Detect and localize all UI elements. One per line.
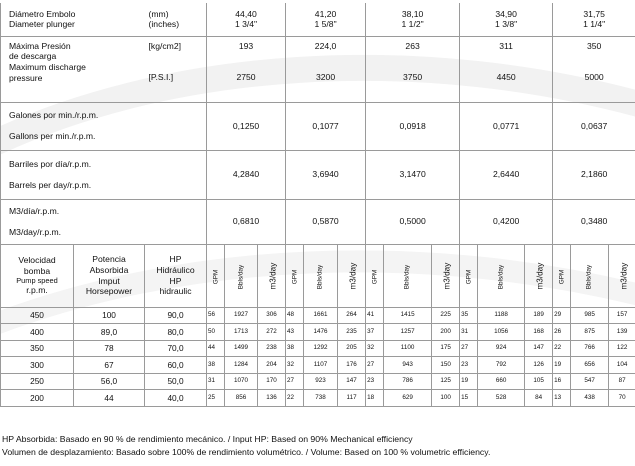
m3day-cell: 125 — [432, 373, 460, 390]
diameter-unit: (mm) (inches) — [145, 3, 207, 36]
gpm-header: GPM — [286, 244, 304, 307]
bbls-cell: 528 — [478, 390, 525, 407]
gpm-rpm-row — [1, 102, 635, 150]
speed-header: Velocidad bomba Pump speed r.p.m. — [1, 244, 74, 307]
m3day-cell: 176 — [338, 357, 366, 374]
bbls-cell: 1292 — [304, 340, 338, 357]
rpm-cell: 400 — [1, 324, 74, 341]
m3day-cell: 168 — [525, 324, 553, 341]
m3day-cell: 272 — [258, 324, 286, 341]
gpm-cell: 19 — [460, 373, 478, 390]
gpm-rpm-value: 0,1077 — [286, 102, 366, 150]
plunger-pressure: 224,0 3200 — [286, 36, 366, 102]
bbls-cell: 1056 — [478, 324, 525, 341]
m3day-cell: 175 — [432, 340, 460, 357]
bbls-cell: 547 — [571, 373, 609, 390]
gpm-cell: 38 — [286, 340, 304, 357]
hydraulic-hp-cell: 70,0 — [145, 340, 207, 357]
m3day-cell: 225 — [432, 307, 460, 324]
gpm-cell: 18 — [366, 390, 384, 407]
m3day-cell: 126 — [525, 357, 553, 374]
m3day-cell: 147 — [338, 373, 366, 390]
m3-rpm-value: 0,5870 — [286, 199, 366, 244]
bbls-header: Bbls/day — [304, 244, 338, 307]
bbls-cell: 1100 — [384, 340, 432, 357]
m3day-cell: 205 — [338, 340, 366, 357]
bbls-cell: 1107 — [304, 357, 338, 374]
m3day-cell: 170 — [258, 373, 286, 390]
gpm-cell: 27 — [286, 373, 304, 390]
gpm-cell: 41 — [366, 307, 384, 324]
input-hp-cell: 67 — [74, 357, 145, 374]
input-hp-cell: 56,0 — [74, 373, 145, 390]
gpm-rpm-value: 0,0918 — [366, 102, 460, 150]
bpd-rpm-value: 4,2840 — [207, 150, 286, 199]
bbls-cell: 792 — [478, 357, 525, 374]
performance-row — [1, 373, 635, 390]
gpm-rpm-value: 0,0771 — [460, 102, 553, 150]
gpm-cell: 35 — [460, 307, 478, 324]
bpd-rpm-value: 3,6940 — [286, 150, 366, 199]
m3day-cell: 157 — [609, 307, 635, 324]
performance-row — [1, 307, 635, 324]
bpd-rpm-row — [1, 150, 635, 199]
plunger-diameter: 44,40 1 3/4" — [207, 3, 286, 36]
m3day-header: m3/day — [432, 244, 460, 307]
gpm-cell: 16 — [553, 373, 571, 390]
hp-header: HP Hidráulico HP hidraulic — [145, 244, 207, 307]
bbls-cell: 738 — [304, 390, 338, 407]
input-hp-cell: 89,0 — [74, 324, 145, 341]
gpm-cell: 31 — [207, 373, 225, 390]
gpm-cell: 38 — [207, 357, 225, 374]
plunger-diameter: 31,75 1 1/4" — [553, 3, 635, 36]
m3day-header: m3/day — [525, 244, 553, 307]
m3day-cell: 189 — [525, 307, 553, 324]
plunger-diameter: 38,10 1 1/2" — [366, 3, 460, 36]
gpm-cell: 48 — [286, 307, 304, 324]
m3day-cell: 136 — [258, 390, 286, 407]
bbls-cell: 923 — [304, 373, 338, 390]
diameter-label: Diámetro Embolo Diameter plunger — [1, 3, 145, 36]
plunger-diameter: 34,90 1 3/8" — [460, 3, 553, 36]
m3day-cell: 235 — [338, 324, 366, 341]
bpd-rpm-label: Barriles por día/r.p.m. Barrels per day/r.p.m. — [1, 150, 207, 199]
performance-rows — [1, 307, 635, 406]
m3day-cell: 117 — [338, 390, 366, 407]
footnote-volume: Volumen de desplazamiento: Basado sobre 100% de rendimiento volumétrico. / Volume: Based on 100 % volumetric efficiency. — [2, 447, 491, 457]
performance-row — [1, 340, 635, 357]
bbls-cell: 1257 — [384, 324, 432, 341]
plunger-pressure: 350 5000 — [553, 36, 635, 102]
plunger-pressure: 263 3750 — [366, 36, 460, 102]
m3-rpm-value: 0,5000 — [366, 199, 460, 244]
plunger-diameter: 41,20 1 5/8" — [286, 3, 366, 36]
m3-rpm-value: 0,4200 — [460, 199, 553, 244]
bbls-cell: 924 — [478, 340, 525, 357]
m3day-cell: 122 — [609, 340, 635, 357]
performance-row — [1, 390, 635, 407]
m3day-cell: 238 — [258, 340, 286, 357]
pressure-unit: [kg/cm2] [P.S.I.] — [145, 36, 207, 102]
gpm-cell: 44 — [207, 340, 225, 357]
bbls-cell: 985 — [571, 307, 609, 324]
m3-rpm-value: 0,6810 — [207, 199, 286, 244]
input-hp-cell: 44 — [74, 390, 145, 407]
m3day-header: m3/day — [258, 244, 286, 307]
rpm-cell: 250 — [1, 373, 74, 390]
gpm-cell: 50 — [207, 324, 225, 341]
rpm-cell: 300 — [1, 357, 74, 374]
m3day-cell: 150 — [432, 357, 460, 374]
gpm-cell: 32 — [286, 357, 304, 374]
rpm-cell: 350 — [1, 340, 74, 357]
hydraulic-hp-cell: 50,0 — [145, 373, 207, 390]
bbls-cell: 1476 — [304, 324, 338, 341]
plunger-pressure: 193 2750 — [207, 36, 286, 102]
m3day-cell: 70 — [609, 390, 635, 407]
gpm-cell: 22 — [553, 340, 571, 357]
gpm-cell: 56 — [207, 307, 225, 324]
bbls-cell: 875 — [571, 324, 609, 341]
column-header-row — [1, 244, 635, 307]
gpm-cell: 13 — [553, 390, 571, 407]
gpm-cell: 23 — [366, 373, 384, 390]
bbls-header: Bbls/day — [225, 244, 258, 307]
gpm-cell: 26 — [553, 324, 571, 341]
bbls-cell: 629 — [384, 390, 432, 407]
bbls-cell: 1284 — [225, 357, 258, 374]
m3day-cell: 105 — [525, 373, 553, 390]
bbls-header: Bbls/day — [571, 244, 609, 307]
bbls-cell: 766 — [571, 340, 609, 357]
hydraulic-hp-cell: 80,0 — [145, 324, 207, 341]
m3day-cell: 200 — [432, 324, 460, 341]
plunger-pressure: 311 4450 — [460, 36, 553, 102]
bbls-cell: 1415 — [384, 307, 432, 324]
gpm-cell: 37 — [366, 324, 384, 341]
m3day-header: m3/day — [609, 244, 635, 307]
pressure-label: Máxima Presión de descarga Maximum discharge pressure — [1, 36, 145, 102]
m3day-cell: 306 — [258, 307, 286, 324]
m3day-cell: 84 — [525, 390, 553, 407]
m3-rpm-value: 0,3480 — [553, 199, 635, 244]
m3-rpm-label: M3/día/r.p.m. M3/day/r.p.m. — [1, 199, 207, 244]
gpm-rpm-value: 0,0637 — [553, 102, 635, 150]
m3day-cell: 104 — [609, 357, 635, 374]
bbls-cell: 943 — [384, 357, 432, 374]
diameter-row — [1, 3, 635, 36]
m3day-cell: 87 — [609, 373, 635, 390]
gpm-header: GPM — [553, 244, 571, 307]
rpm-cell: 200 — [1, 390, 74, 407]
m3day-cell: 139 — [609, 324, 635, 341]
gpm-cell: 27 — [366, 357, 384, 374]
bpd-rpm-value: 3,1470 — [366, 150, 460, 199]
power-header: Potencia Absorbida Imput Horsepower — [74, 244, 145, 307]
gpm-cell: 15 — [460, 390, 478, 407]
gpm-cell: 23 — [460, 357, 478, 374]
bbls-cell: 786 — [384, 373, 432, 390]
footnote-hp: HP Absorbida: Basado en 90 % de rendimiento mecánico. / Input HP: Based on 90% Mechanical efficiency — [2, 434, 413, 444]
m3day-cell: 264 — [338, 307, 366, 324]
gpm-cell: 31 — [460, 324, 478, 341]
bbls-cell: 438 — [571, 390, 609, 407]
m3day-cell: 204 — [258, 357, 286, 374]
performance-row — [1, 324, 635, 341]
rpm-cell: 450 — [1, 307, 74, 324]
bpd-rpm-value: 2,6440 — [460, 150, 553, 199]
bbls-cell: 1927 — [225, 307, 258, 324]
bbls-cell: 660 — [478, 373, 525, 390]
gpm-header: GPM — [366, 244, 384, 307]
bbls-cell: 1070 — [225, 373, 258, 390]
hydraulic-hp-cell: 60,0 — [145, 357, 207, 374]
gpm-cell: 27 — [460, 340, 478, 357]
bbls-header: Bbls/day — [384, 244, 432, 307]
gpm-header: GPM — [207, 244, 225, 307]
gpm-cell: 19 — [553, 357, 571, 374]
bbls-cell: 1713 — [225, 324, 258, 341]
pressure-row — [1, 36, 635, 102]
gpm-rpm-value: 0,1250 — [207, 102, 286, 150]
m3day-cell: 147 — [525, 340, 553, 357]
bbls-header: Bbls/day — [478, 244, 525, 307]
gpm-cell: 22 — [286, 390, 304, 407]
hydraulic-hp-cell: 40,0 — [145, 390, 207, 407]
m3day-header: m3/day — [338, 244, 366, 307]
bbls-cell: 1499 — [225, 340, 258, 357]
footnotes — [2, 433, 490, 459]
gpm-cell: 29 — [553, 307, 571, 324]
gpm-header: GPM — [460, 244, 478, 307]
pump-spec-table — [0, 3, 635, 407]
m3-rpm-row — [1, 199, 635, 244]
bpd-rpm-value: 2,1860 — [553, 150, 635, 199]
gpm-rpm-label: Galones por min./r.p.m. Gallons per min./r.p.m. — [1, 102, 207, 150]
hydraulic-hp-cell: 90,0 — [145, 307, 207, 324]
input-hp-cell: 78 — [74, 340, 145, 357]
bbls-cell: 1188 — [478, 307, 525, 324]
bbls-cell: 1661 — [304, 307, 338, 324]
bbls-cell: 656 — [571, 357, 609, 374]
bbls-cell: 856 — [225, 390, 258, 407]
input-hp-cell: 100 — [74, 307, 145, 324]
performance-row — [1, 357, 635, 374]
gpm-cell: 43 — [286, 324, 304, 341]
gpm-cell: 25 — [207, 390, 225, 407]
gpm-cell: 32 — [366, 340, 384, 357]
m3day-cell: 100 — [432, 390, 460, 407]
